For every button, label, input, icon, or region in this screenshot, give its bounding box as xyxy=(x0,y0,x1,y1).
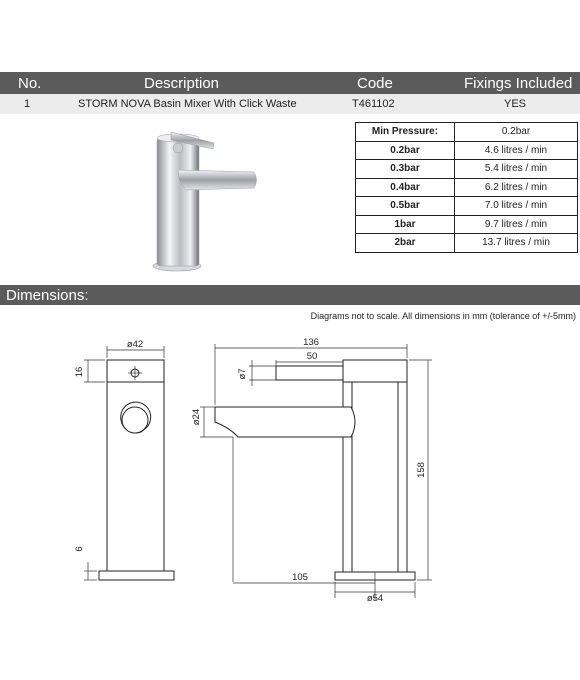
product-no: 1 xyxy=(24,98,31,110)
flow-value: 6.2 litres / min xyxy=(455,178,578,197)
header-no: No. xyxy=(18,75,42,92)
product-description: STORM NOVA Basin Mixer With Click Waste xyxy=(78,98,297,110)
header-fixings: Fixings Included xyxy=(464,75,573,92)
pressure-label: 2bar xyxy=(356,234,455,253)
flow-value: 5.4 litres / min xyxy=(455,160,578,179)
scale-note: Diagrams not to scale. All dimensions in mm (tolerance of +/-5mm) xyxy=(310,311,576,321)
table-row xyxy=(356,141,578,160)
side-view-drawing xyxy=(191,337,432,604)
pressure-label: Min Pressure: xyxy=(356,123,455,142)
pressure-label: 1bar xyxy=(356,215,455,234)
spout-reach-label: 105 xyxy=(292,572,308,583)
dimensions-title: Dimensions: xyxy=(6,287,89,304)
table-row xyxy=(356,160,578,179)
pressure-label: 0.2bar xyxy=(356,141,455,160)
spout-diameter-label: ø24 xyxy=(191,408,202,426)
header-description: Description xyxy=(144,75,220,92)
table-row xyxy=(356,215,578,234)
product-fixings: YES xyxy=(504,98,527,110)
flow-value: 9.7 litres / min xyxy=(455,215,578,234)
flow-value: 4.6 litres / min xyxy=(455,141,578,160)
pressure-label: 0.5bar xyxy=(356,197,455,216)
dimensions-header xyxy=(0,285,580,305)
pressure-label: 0.3bar xyxy=(356,160,455,179)
lever-length-label: 50 xyxy=(306,351,318,362)
flow-value: 7.0 litres / min xyxy=(455,197,578,216)
lever-thickness-label: ø7 xyxy=(237,368,248,380)
front-base-height-label: 6 xyxy=(74,546,85,552)
base-diameter-label: ø54 xyxy=(366,593,384,604)
front-view-drawing xyxy=(74,339,174,580)
product-code: T461102 xyxy=(352,98,395,110)
height-label: 158 xyxy=(416,462,427,478)
table-row xyxy=(356,197,578,216)
header-code: Code xyxy=(357,75,393,92)
pressure-flow-table xyxy=(355,122,578,253)
front-width-label: ø42 xyxy=(126,339,144,350)
flow-value: 0.2bar xyxy=(455,123,578,142)
table-row xyxy=(356,178,578,197)
product-photo xyxy=(153,132,257,271)
pressure-label: 0.4bar xyxy=(356,178,455,197)
side-width-label: 136 xyxy=(303,337,319,348)
table-row xyxy=(356,234,578,253)
front-top-height-label: 16 xyxy=(74,366,85,378)
table-row xyxy=(356,123,578,142)
flow-value: 13.7 litres / min xyxy=(455,234,578,253)
